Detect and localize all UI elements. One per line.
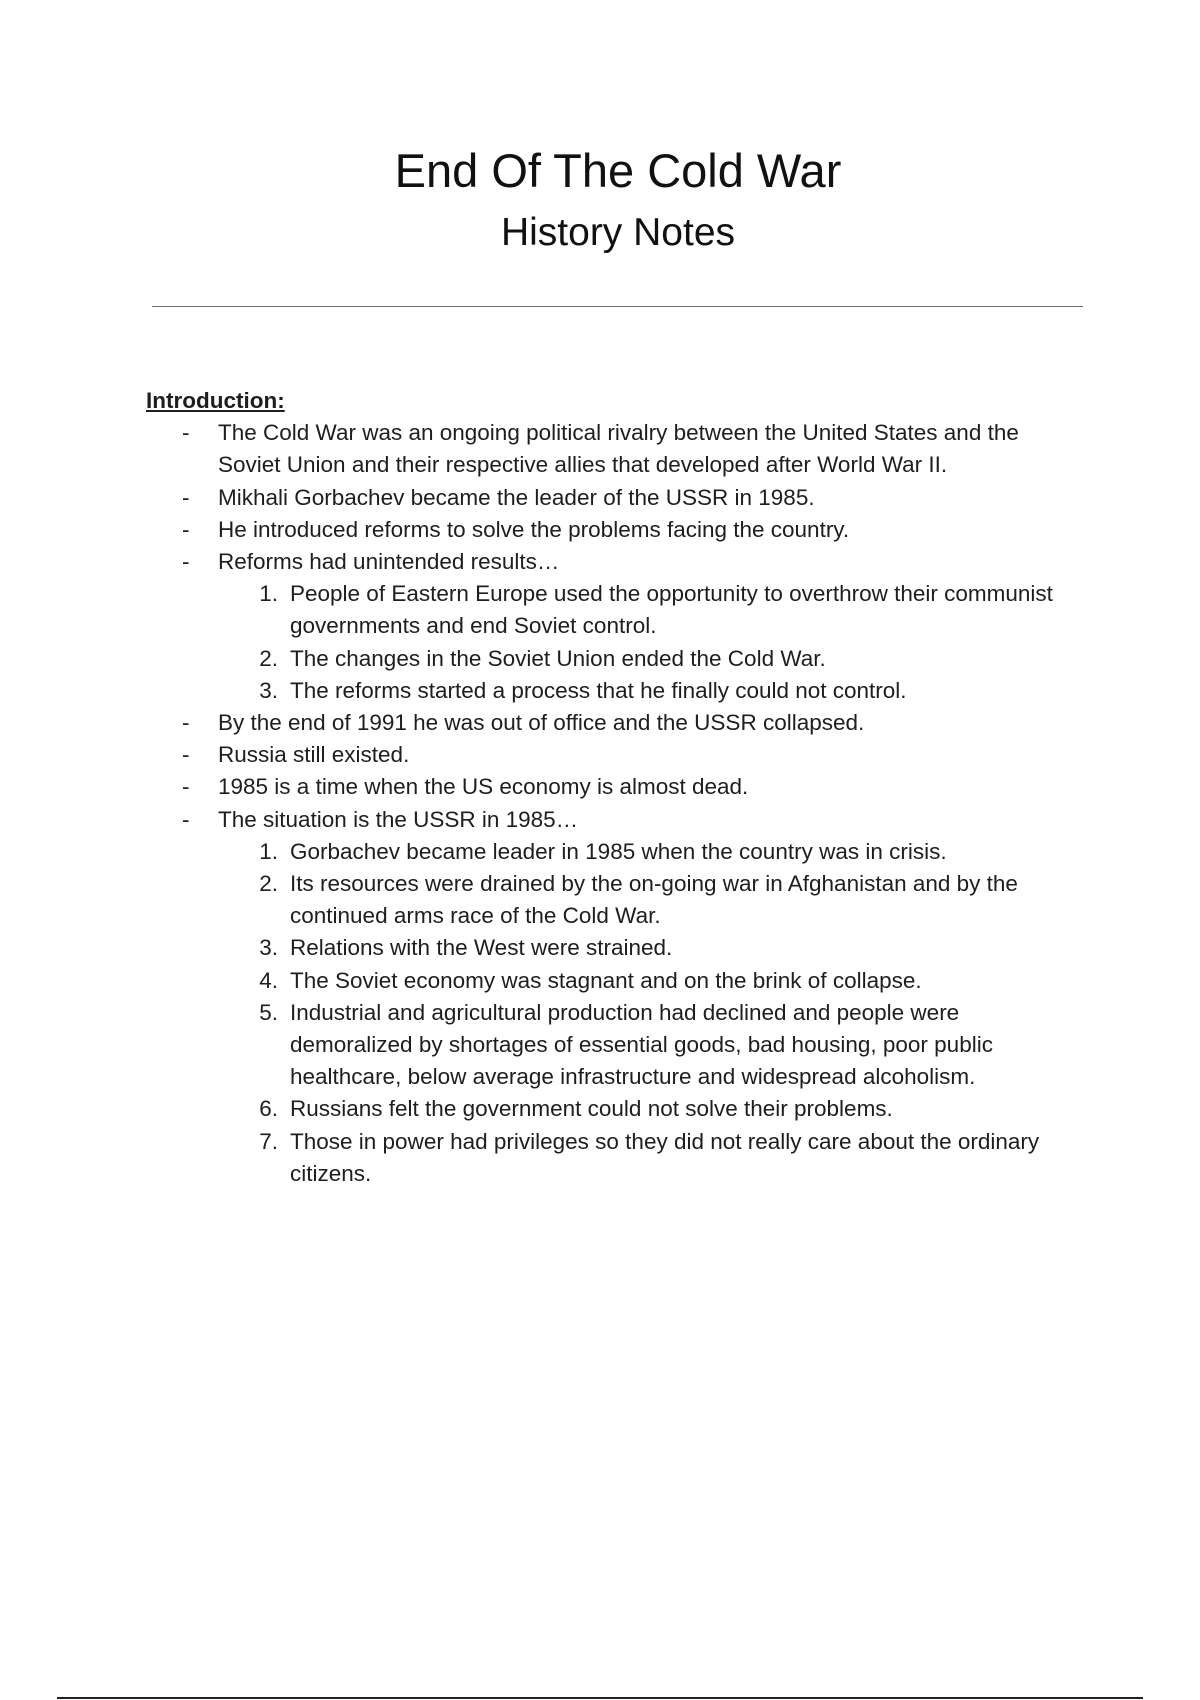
dash-bullet: - [182,774,190,800]
bullet-item [146,771,1086,803]
document-subtitle: History Notes [500,211,736,254]
dash-bullet: - [182,484,190,510]
bullet-item [146,417,1086,481]
numbered-item [218,643,1086,675]
bullet-item [146,804,1086,1190]
item-number: 7. [259,1128,278,1154]
item-text: People of Eastern Europe used the opportunity to overthrow their communist governments and end Soviet control. [290,581,1053,639]
dash-bullet: - [182,710,190,736]
introduction-bullet-list [146,417,1086,1190]
bullet-text: By the end of 1991 he was out of office and the USSR collapsed. [218,710,865,736]
bullet-item [146,707,1086,739]
dash-bullet: - [182,549,190,575]
item-text: Relations with the West were strained. [290,935,673,961]
bullet-text: 1985 is a time when the US economy is almost dead. [218,774,749,800]
reform-results-list [218,578,1086,707]
item-text: Russians felt the government could not solve their problems. [290,1096,893,1122]
bullet-text: The situation is the USSR in 1985… [218,806,579,832]
item-number: 3. [259,935,278,961]
numbered-item [218,1093,1086,1125]
bullet-text: Reforms had unintended results… [218,549,560,575]
item-text: Industrial and agricultural production had declined and people were demoralized by shortages of essential goods, bad housing, poor public healthcare, below average infrastructure and widespread alcoholism. [290,999,993,1090]
numbered-item [218,836,1086,868]
situation-1985-list [218,836,1086,1190]
dash-bullet: - [182,806,190,832]
bullet-item [146,514,1086,546]
bullet-text: Mikhali Gorbachev became the leader of the USSR in 1985. [218,484,815,510]
item-number: 3. [259,677,278,703]
bullet-text: The Cold War was an ongoing political rivalry between the United States and the Soviet Union and their respective allies that developed after World War II. [218,420,1019,478]
document-title: End Of The Cold War [394,144,842,197]
item-text: Those in power had privileges so they did not really care about the ordinary citizens. [290,1128,1040,1186]
numbered-item [218,997,1086,1094]
item-number: 1. [259,581,278,607]
item-text: The reforms started a process that he finally could not control. [290,677,907,703]
bullet-item [146,482,1086,514]
item-number: 1. [259,838,278,864]
bullet-item [146,546,1086,707]
notes-content [146,385,1086,1190]
numbered-item [218,965,1086,997]
page-bottom-divider [57,1697,1143,1699]
dash-bullet: - [182,420,190,446]
numbered-item [218,1126,1086,1190]
section-heading-introduction: Introduction: [146,388,285,413]
header-divider [152,306,1083,307]
numbered-item [218,675,1086,707]
dash-bullet: - [182,742,190,768]
numbered-item [218,578,1086,642]
item-text: The changes in the Soviet Union ended the Cold War. [290,645,826,671]
item-number: 5. [259,999,278,1025]
bullet-text: Russia still existed. [218,742,410,768]
item-number: 6. [259,1096,278,1122]
item-text: Gorbachev became leader in 1985 when the country was in crisis. [290,838,947,864]
dash-bullet: - [182,516,190,542]
numbered-item [218,868,1086,932]
bullet-item [146,739,1086,771]
numbered-item [218,932,1086,964]
item-number: 4. [259,967,278,993]
bullet-text: He introduced reforms to solve the problems facing the country. [218,516,850,542]
item-number: 2. [259,645,278,671]
item-text: Its resources were drained by the on-going war in Afghanistan and by the continued arms race of the Cold War. [290,871,1018,929]
item-text: The Soviet economy was stagnant and on the brink of collapse. [290,967,922,993]
item-number: 2. [259,871,278,897]
